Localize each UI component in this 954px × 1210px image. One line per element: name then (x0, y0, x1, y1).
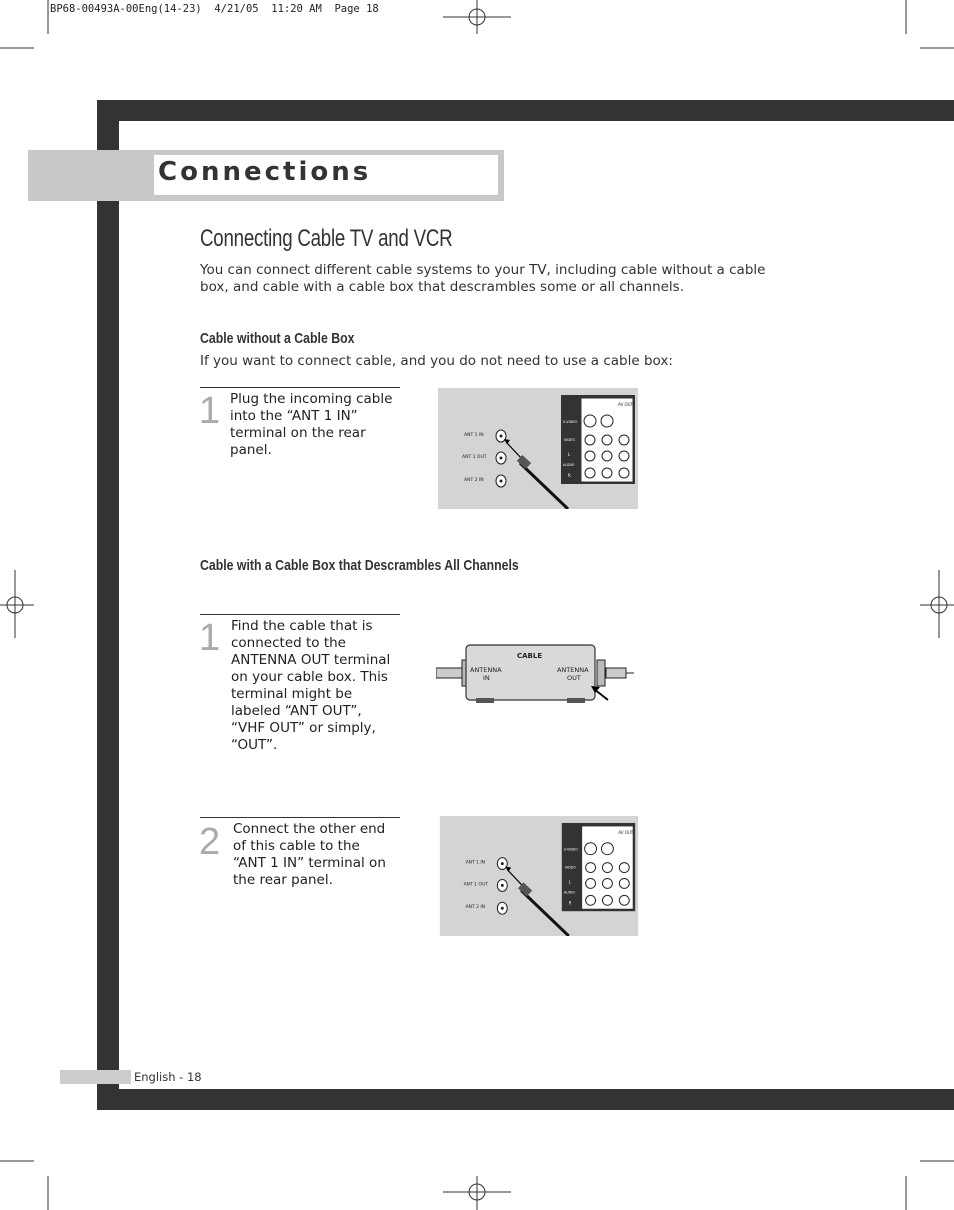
step-text: Find the cable that is connected to the ANTENNA OUT terminal on your cable box. This terminal might be labeled “ANT OUT”, “VHF OUT” or simply, “OUT”. (231, 618, 391, 753)
step-text: Plug the incoming cable into the “ANT 1 IN” terminal on the rear panel. (230, 391, 393, 458)
ant1in-label: ANT 1 IN (465, 860, 486, 866)
step-number: 2 (199, 821, 221, 863)
antenna-out-label: ANTENNA (557, 666, 589, 674)
chapter-title: Connections (158, 157, 372, 187)
footer-bar (60, 1070, 131, 1084)
r-label: R (568, 473, 571, 478)
subsection-title: Cable without a Cable Box (200, 330, 355, 347)
step-number: 1 (199, 617, 221, 659)
video-label: VIDEO (564, 865, 576, 870)
l-label: L (568, 879, 571, 885)
r-label: R (568, 900, 572, 906)
cable-box-title: CABLE (517, 652, 543, 660)
audio-label: AUDIO (563, 890, 576, 895)
page-footer: English - 18 (134, 1070, 202, 1084)
subsection-desc: If you want to connect cable, and you do not need to use a cable box: (200, 353, 673, 369)
svideo-label: S-VIDEO (563, 847, 579, 852)
avin-label: AV IN (596, 398, 607, 403)
in-label: IN (483, 674, 490, 682)
step-divider (200, 614, 400, 615)
subsection-title: Cable with a Cable Box that Descrambles All Channels (200, 557, 519, 574)
svideo-label: S-VIDEO (563, 420, 578, 424)
avout-label: AV OUT (618, 829, 634, 835)
ant1out-label: ANT 1 OUT (462, 455, 487, 460)
rear-panel-illustration (438, 388, 638, 509)
avout-label: AV OUT (618, 402, 634, 407)
out-label: OUT (567, 674, 581, 682)
step-number: 1 (199, 390, 221, 432)
frame-top-bar (97, 100, 954, 121)
ant1out-label: ANT 1 OUT (463, 882, 488, 888)
print-slug: BP68-00493A-00Eng(14-23) 4/21/05 11:20 AM Page 18 (50, 3, 379, 15)
frame-bottom-bar (97, 1089, 954, 1110)
video-label: VIDEO (564, 438, 576, 442)
ant1in-label: ANT 1 IN (464, 433, 484, 438)
section-intro: You can connect different cable systems to your TV, including cable without a cable box, and cable with a cable box that descrambles some or all channels. (200, 262, 766, 295)
section-title: Connecting Cable TV and VCR (200, 225, 453, 252)
step-divider (200, 817, 400, 818)
ant2in-label: ANT 2 IN (465, 905, 486, 911)
antenna-in-label: ANTENNA (470, 666, 502, 674)
audio-label: AUDIO (563, 463, 575, 467)
frame-left-bar (97, 100, 119, 1110)
cable-box-illustration (436, 640, 636, 706)
step-divider (200, 387, 400, 388)
rear-panel-illustration (439, 816, 639, 936)
step-text: Connect the other end of this cable to the “ANT 1 IN” terminal on the rear panel. (233, 821, 386, 888)
avin-label: AV IN (596, 825, 608, 831)
ant2in-label: ANT 2 IN (464, 478, 484, 483)
l-label: L (568, 452, 571, 457)
